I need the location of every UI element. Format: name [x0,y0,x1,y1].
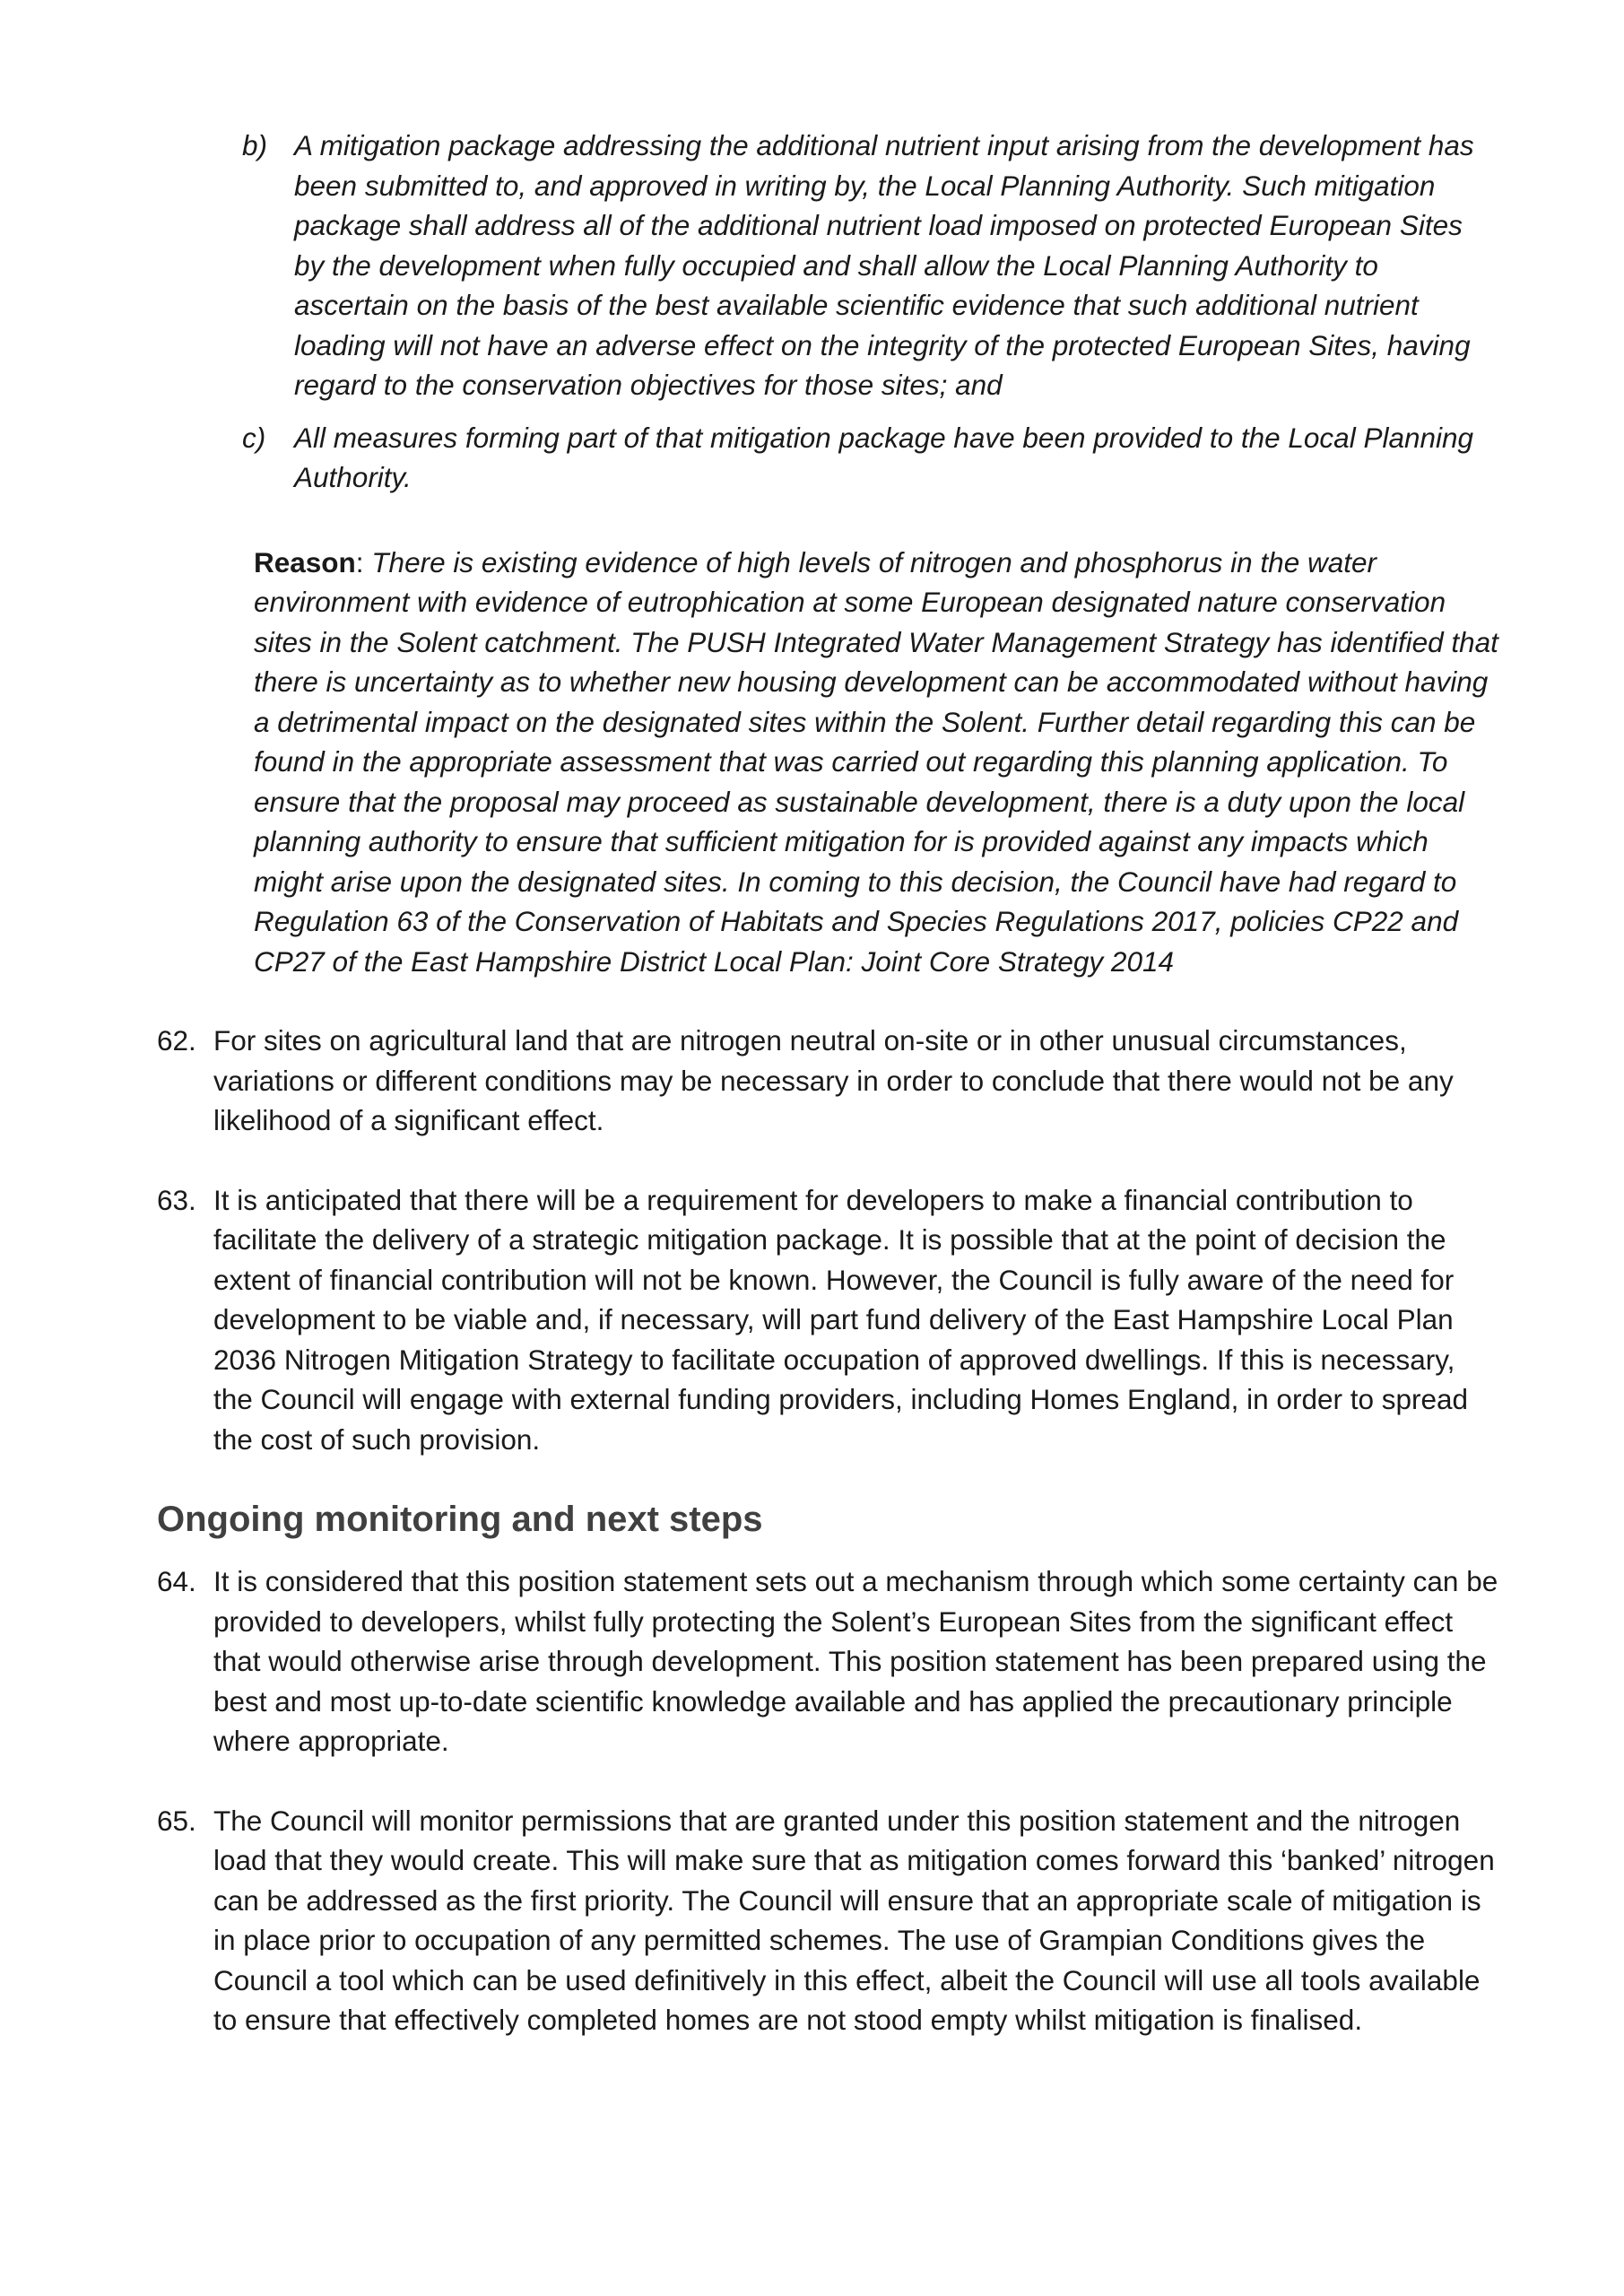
condition-marker: c) [242,421,266,454]
paragraph-64 [157,1561,1498,1761]
paragraph-text: The Council will monitor permissions that are granted under this position statement and the nitrogen load that they would create. This will make sure that as mitigation comes forward this ‘banked’ nitrogen can be addressed as the first priority. The Council will ensure that an appropriate scale of mitigation is in place prior to occupation of any permitted schemes. The use of Grampian Conditions gives the Council a tool which can be used definitively in this effect, albeit the Council will use all tools available to ensure that effectively completed homes are not stood empty whilst mitigation is finalised. [213,1804,1495,2036]
paragraph-number: 62. [157,1024,196,1057]
condition-item-c [157,418,1498,498]
condition-list [157,126,1498,498]
paragraph-number: 64. [157,1565,196,1597]
paragraph-text: For sites on agricultural land that are nitrogen neutral on-site or in other unusual circumstances, variations or different conditions may be necessary in order to conclude that there would not be any likelihood of a significant effect. [213,1024,1454,1136]
condition-text: All measures forming part of that mitigation package have been provided to the Local Planning Authority. [294,421,1474,493]
section-heading: Ongoing monitoring and next steps [157,1500,763,1539]
reason-text: There is existing evidence of high levels of nitrogen and phosphorus in the water environment with evidence of eutrophication at some European designated nature conservation sites in the Solent catchment. The PUSH Integrated Water Management Strategy has identified that there is uncertainty as to whether new housing development can be accommodated without having a detrimental impact on the designated sites within the Solent. Further detail regarding this can be found in the appropriate assessment that was carried out regarding this planning application. To ensure that the proposal may proceed as sustainable development, there is a duty upon the local planning authority to ensure that sufficient mitigation for is provided against any impacts which might arise upon the designated sites. In coming to this decision, the Council have had regard to Regulation 63 of the Conservation of Habitats and Species Regulations 2017, policies CP22 and CP27 of the East Hampshire District Local Plan: Joint Core Strategy 2014 [254,545,1498,978]
paragraph-number: 63. [157,1183,196,1216]
paragraph-62 [157,1021,1498,1141]
reason-colon: : [355,545,372,578]
condition-text: A mitigation package addressing the additional nutrient input arising from the development has been submitted to, and approved in writing by, the Local Planning Authority. Such mitigation package shall address all of the additional nutrient load imposed on protected European Sites by the development when fully occupied and shall allow the Local Planning Authority to ascertain on the basis of the best available scientific evidence that such additional nutrient loading will not have an adverse effect on the integrity of the protected European Sites, having regard to the conservation objectives for those sites; and [294,129,1474,401]
reason-paragraph [254,543,1498,982]
reason-label: Reason [254,545,356,578]
paragraph-text: It is anticipated that there will be a requirement for developers to make a financial contribution to facilitate the delivery of a strategic mitigation package. It is possible that at the point of decision the extent of financial contribution will not be known. However, the Council is fully aware of the need for development to be viable and, if necessary, will part fund delivery of the East Hampshire Local Plan 2036 Nitrogen Mitigation Strategy to facilitate occupation of approved dwellings. If this is necessary, the Council will engage with external funding providers, including Homes England, in order to spread the cost of such provision. [213,1183,1469,1456]
paragraph-number: 65. [157,1804,196,1837]
condition-item-b [157,126,1498,405]
paragraph-65 [157,1801,1498,2040]
paragraph-text: It is considered that this position statement sets out a mechanism through which some certainty can be provided to developers, whilst fully protecting the Solent’s European Sites from the significant effect that would otherwise arise through development. This position statement has been prepared using the best and most up-to-date scientific knowledge available and has applied the precautionary principle where appropriate. [213,1565,1498,1757]
condition-marker: b) [242,129,268,161]
paragraph-63 [157,1180,1498,1460]
